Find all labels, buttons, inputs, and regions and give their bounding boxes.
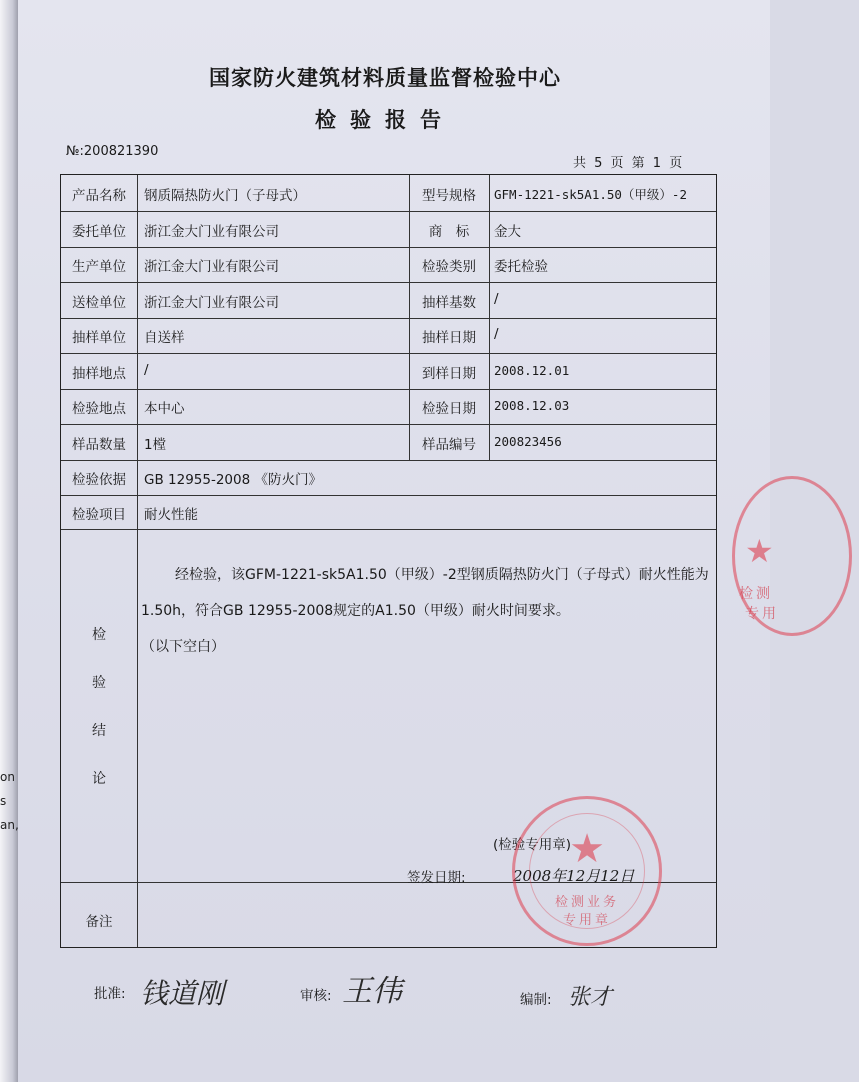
document-title: 检验报告 <box>315 108 455 132</box>
inspection-date-label: 检验日期 <box>422 401 476 417</box>
organization-title: 国家防火建筑材料质量监督检验中心 <box>209 66 561 90</box>
seal-text: 检测业务 <box>554 895 619 910</box>
sampling-date-label: 抽样日期 <box>422 330 476 346</box>
sampling-unit-value: 自送样 <box>144 330 185 346</box>
sampling-place-value: / <box>144 362 149 378</box>
arrival-date-label: 到样日期 <box>422 366 476 382</box>
product-name-value: 钢质隔热防火门（子母式） <box>144 188 306 204</box>
edge-fragment: s <box>0 794 7 808</box>
inspection-place-value: 本中心 <box>144 401 185 417</box>
client-label: 委托单位 <box>72 224 126 240</box>
inspection-date-value: 2008.12.03 <box>494 398 570 413</box>
conclusion-paragraph: 经检验，该GFM-1221-sk5A1.50（甲级）-2型钢质隔热防火门（子母式）耐火性能为1.50h，符合GB 12955-2008规定的A1.50（甲级）耐火时间要求。 <box>141 567 709 619</box>
sender-label: 送检单位 <box>72 295 126 311</box>
page-info: 共 5 页 第 1 页 <box>573 156 685 171</box>
sample-base-label: 抽样基数 <box>422 295 476 311</box>
inspection-type-label: 检验类别 <box>422 259 476 275</box>
edge-fragment: on <box>0 770 15 784</box>
sampling-place-label: 抽样地点 <box>72 366 126 382</box>
trademark-label: 商 标 <box>428 224 470 240</box>
review-signature: 王伟 <box>342 974 402 1009</box>
arrival-date-value: 2008.12.01 <box>494 363 570 378</box>
sampling-date-value: / <box>494 326 499 342</box>
sample-qty-label: 样品数量 <box>72 437 126 453</box>
inspection-place-label: 检验地点 <box>72 401 126 417</box>
sample-base-value: / <box>494 291 499 307</box>
conclusion-text <box>141 557 713 665</box>
side-seal-star-icon: ★ <box>745 532 774 570</box>
conclusion-label: 检 验 结 论 <box>92 627 106 787</box>
approve-signature: 钱道刚 <box>140 977 225 1010</box>
seal-text-2: 专用章 <box>562 913 611 928</box>
sample-no-value: 200823456 <box>494 434 562 449</box>
report-number: №:200821390 <box>66 144 159 159</box>
basis-label: 检验依据 <box>72 472 126 488</box>
model-label: 型号规格 <box>422 188 476 204</box>
side-seal <box>732 476 852 636</box>
compile-signature: 张才 <box>568 985 613 1010</box>
side-seal-text: 检测 <box>739 586 773 602</box>
approve-label: 批准: <box>94 986 126 1002</box>
item-value: 耐火性能 <box>144 507 198 523</box>
basis-value: GB 12955-2008 《防火门》 <box>144 472 322 488</box>
side-seal-text-2: 专用 <box>745 606 779 622</box>
client-value: 浙江金大门业有限公司 <box>144 224 279 240</box>
item-label: 检验项目 <box>72 507 126 523</box>
compile-label: 编制: <box>520 992 552 1008</box>
inspection-type-value: 委托检验 <box>494 259 548 275</box>
sampling-unit-label: 抽样单位 <box>72 330 126 346</box>
edge-fragment: an, <box>0 818 19 832</box>
remarks-label: 备注 <box>85 914 113 930</box>
model-value: GFM-1221-sk5A1.50（甲级）-2 <box>494 187 687 202</box>
trademark-value: 金大 <box>494 224 521 240</box>
manufacturer-label: 生产单位 <box>72 259 126 275</box>
seal-star-icon: ★ <box>569 826 605 872</box>
sender-value: 浙江金大门业有限公司 <box>144 295 279 311</box>
manufacturer-value: 浙江金大门业有限公司 <box>144 259 279 275</box>
issue-date-value: 2008年12月12日 <box>513 867 635 885</box>
sample-qty-value: 1樘 <box>144 437 167 453</box>
product-name-label: 产品名称 <box>72 188 126 204</box>
binding-edge <box>0 0 18 1082</box>
blank-note: （以下空白） <box>141 639 225 655</box>
review-label: 审核: <box>300 988 332 1004</box>
official-seal <box>512 796 662 946</box>
issue-date-label: 签发日期: <box>407 870 466 886</box>
sample-no-label: 样品编号 <box>422 437 476 453</box>
seal-caption: (检验专用章) <box>493 837 572 853</box>
